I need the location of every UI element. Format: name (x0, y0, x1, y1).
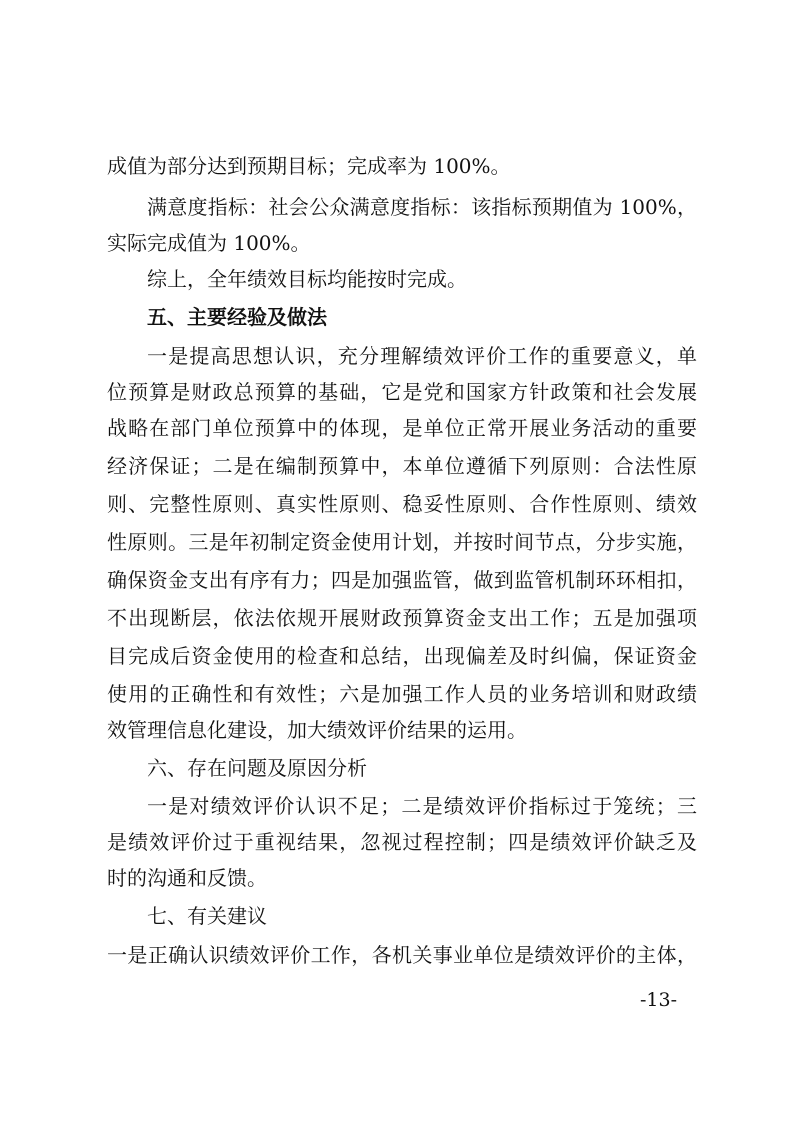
text-line: 是绩效评价过于重视结果，忽视过程控制；四是绩效评价缺乏及 (107, 830, 697, 854)
section-heading-7: 七、有关建议 (147, 904, 267, 928)
text-line: 不出现断层，依法依规开展财政预算资金支出工作；五是加强项 (107, 606, 697, 630)
text-line: 时的沟通和反馈。 (107, 866, 267, 890)
text-line: 目完成后资金使用的检查和总结，出现偏差及时纠偏，保证资金 (107, 644, 697, 668)
text-line: 一是正确认识绩效评价工作，各机关事业单位是绩效评价的主体， (107, 943, 697, 967)
text-line: 满意度指标：社会公众满意度指标：该指标预期值为 100%， (147, 195, 697, 219)
text-line: 战略在部门单位预算中的体现，是单位正常开展业务活动的重要 (107, 416, 697, 440)
section-heading-5: 五、主要经验及做法 (147, 305, 327, 329)
page-number: -13- (640, 989, 678, 1011)
text-line: 一是提高思想认识，充分理解绩效评价工作的重要意义，单 (147, 344, 697, 368)
text-line: 位预算是财政总预算的基础，它是党和国家方针政策和社会发展 (107, 380, 697, 404)
text-line: 经济保证；二是在编制预算中，本单位遵循下列原则：合法性原 (107, 454, 697, 478)
text-line: 一是对绩效评价认识不足；二是绩效评价指标过于笼统；三 (147, 794, 697, 818)
text-line: 使用的正确性和有效性；六是加强工作人员的业务培训和财政绩 (107, 682, 697, 706)
section-heading-6: 六、存在问题及原因分析 (147, 756, 367, 780)
text-line: 成值为部分达到预期目标；完成率为 100%。 (107, 154, 511, 178)
text-line: 综上，全年绩效目标均能按时完成。 (147, 267, 467, 291)
text-line: 性原则。三是年初制定资金使用计划，并按时间节点，分步实施， (107, 530, 697, 554)
text-line: 确保资金支出有序有力；四是加强监管，做到监管机制环环相扣， (107, 568, 697, 592)
text-line: 实际完成值为 100%。 (107, 231, 311, 255)
text-line: 效管理信息化建设，加大绩效评价结果的运用。 (107, 718, 527, 742)
text-line: 则、完整性原则、真实性原则、稳妥性原则、合作性原则、绩效 (107, 492, 697, 516)
